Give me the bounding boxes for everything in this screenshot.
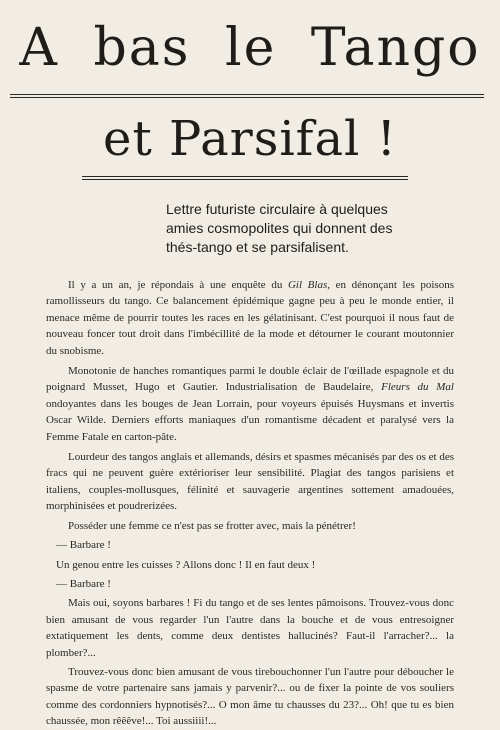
paragraph-5: — Barbare ! bbox=[56, 539, 111, 552]
letter-body bbox=[46, 277, 454, 730]
subtitle-line-1: Lettre futuriste circulaire à quelques bbox=[166, 201, 388, 217]
emphasis-gil-blas: Gil Blas, bbox=[287, 279, 330, 291]
paragraph-7: — Barbare ! bbox=[56, 577, 111, 590]
paragraph-6: Un genou entre les cuisses ? Allons donc ! Il en faut deux ! bbox=[56, 558, 316, 571]
emphasis-fleurs-du-mal: Fleurs du Mal bbox=[381, 381, 454, 394]
subtitle-line-3: thés-tango et se parsifalisent. bbox=[166, 239, 349, 255]
paragraph-9: Trouvez-vous donc bien amusant de vous tirebouchonner l'un l'autre pour déboucher le spasme de votre partenaire sans jamais y parvenir?... ou de fixer la pointe de vos souliers comme des cordonniers hypnotisés?... O mon âme tu chausses du 23?... Oh! que tu es bien chaussée, mon rêêêve!... Toi aussiiii!... bbox=[46, 665, 454, 728]
subtitle-line-2: amies cosmopolites qui donnent des bbox=[166, 220, 393, 236]
paragraph-3: Lourdeur des tangos anglais et allemands, désirs et spasmes mécanisés par des os et des fracs qui ne peuvent guère extérioriser leur sensibilité. Plagiat des tangos parisiens et italiens, couples-mollusques, félinité et sauvagerie argentines sottement amadouées, morphinisées et poudrerizées. bbox=[46, 451, 454, 513]
paragraph-8: Mais oui, soyons barbares ! Fi du tango et de ses lentes pâmoisons. Trouvez-vous donc bien amusant de vous regarder l'un l'autre dans la bouche et de vous entresoigner extatiquement les dents, comme deux dentistes hallucinés? Faut-il l'arracher?... la plomber?... bbox=[46, 597, 454, 659]
subtitle bbox=[166, 200, 454, 257]
title-line-2: et Parsifal ! bbox=[103, 111, 397, 167]
paragraph-2: Monotonie de hanches romantiques parmi le double éclair de l'œillade espagnole et du poignard Musset, Hugo et Gautier. Industrialisation de Baudelaire, Fleurs du Mal ondoyantes dans les bouges de Jean Lorrain, pour voyeurs épuisés Huysmans et invertis Oscar Wilde. Derniers efforts maniaques d'un romantisme décadent et paralysé vers la Femme Fatale en carton-pâte. bbox=[46, 365, 454, 443]
title-divider-bottom bbox=[82, 176, 408, 180]
title-line-1: A bas le Tango bbox=[19, 18, 481, 78]
paragraph-4: Posséder une femme ce n'est pas se frotter avec, mais la pénétrer! bbox=[68, 519, 356, 532]
paragraph-1: Il y a un an, je répondais à une enquête du Gil Blas, en dénonçant les poisons ramollisseurs du tango. Ce balancement épidémique gagne peu à peu le monde entier, il menace même de pourrir toutes les races en les gélatinisant. C'est pourquoi il nous faut de nouveau foncer tout droit dans l'imbécillité de la mode et détourner le courant moutonnier du snobisme. bbox=[46, 279, 454, 357]
